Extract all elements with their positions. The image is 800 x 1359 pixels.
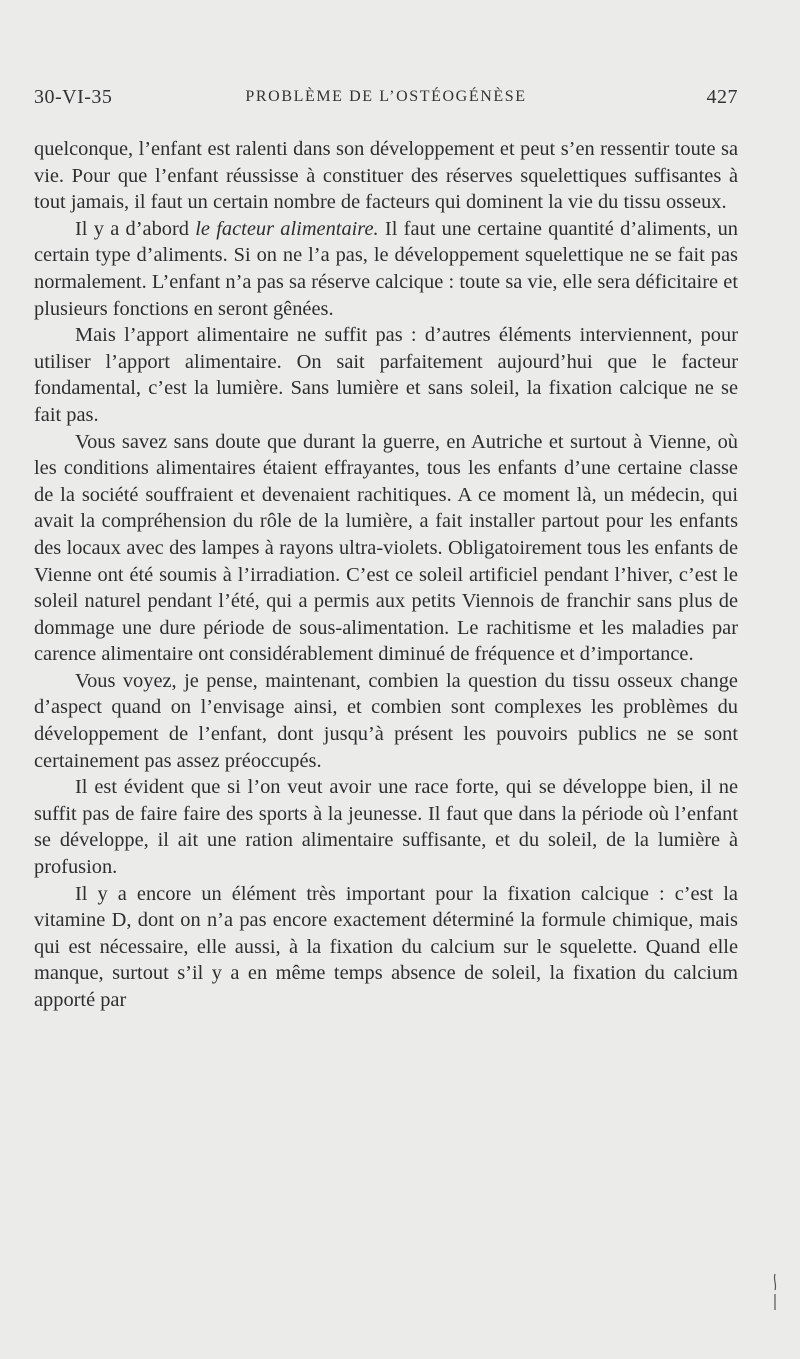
header-date: 30-VI-35: [34, 86, 113, 108]
paragraph-1: quelconque, l’enfant est ralenti dans son développement et peut s’en ressentir toute sa vie. Pour que l’enfant réussisse à constituer des réserves squelettiques suffisantes à tout jamais, il faut un certain nombre de facteurs qui dominent la vie du tissu osseux.: [34, 138, 738, 214]
paragraph-6: Il est évident que si l’on veut avoir une race forte, qui se développe bien, il ne suffit pas de faire faire des sports à la jeunesse. Il faut que dans la période où l’enfant se développe, il ait une ration alimentaire suffisante, et du soleil, de la lumière à profusion.: [34, 776, 738, 879]
paragraph-7: Il y a encore un élément très important pour la fixation calcique : c’est la vitamine D, dont on n’a pas encore exactement déterminé la formule chimique, mais qui est nécessaire, elle aussi, à la fixation du calcium sur le squelette. Quand elle manque, surtout s’il y a en même temps absence de soleil, la fixation du calcium apporté par: [34, 882, 738, 1011]
paragraph-5: Vous voyez, je pense, maintenant, combien la question du tissu osseux change d’aspect quand on l’envisage ainsi, et combien sont complexes les problèmes du développement de l’enfant, dont jusqu’à présent les pouvoirs publics ne se sont certainement pas assez préoccupés.: [34, 669, 738, 772]
margin-mark: [772, 1272, 778, 1312]
paragraph-2: [34, 216, 738, 322]
paragraph-2-before: Il y a d’abord: [75, 217, 196, 240]
paragraph-2-italic: le facteur alimentaire.: [195, 217, 379, 240]
page-number: 427: [706, 86, 738, 108]
header-title: PROBLÈME DE L’OSTÉOGÉNÈSE: [245, 88, 527, 105]
margin-mark-icon: [772, 1272, 778, 1312]
paragraph-2-after: Il faut une certaine quantité d’aliments, un certain type d’aliments. Si on ne l’a pas, le développement squelettique ne se fait pas normalement. L’enfant n’a pas sa réserve calcique : toute sa vie, elle sera déficitaire et plusieurs fonctions en seront gênées.: [34, 217, 738, 320]
running-header: [34, 86, 738, 116]
body-text: [34, 136, 738, 1014]
paragraph-3: Mais l’apport alimentaire ne suffit pas : d’autres éléments interviennent, pour utiliser l’apport alimentaire. On sait parfaitement aujourd’hui que le facteur fondamental, c’est la lumière. Sans lumière et sans soleil, la fixation calcique ne se fait pas.: [34, 324, 738, 426]
paragraph-4: Vous savez sans doute que durant la guerre, en Autriche et surtout à Vienne, où les conditions alimentaires étaient effrayantes, tous les enfants d’une certaine classe de la société souffraient et devenaient rachitiques. A ce moment là, un médecin, qui avait la compréhension du rôle de la lumière, a fait installer partout pour les enfants des locaux avec des lampes à rayons ultra-violets. Obligatoirement tous les enfants de Vienne ont été soumis à l’irradiation. C’est ce soleil artificiel pendant l’hiver, c’est le soleil naturel pendant l’été, qui a permis aux petits Viennois de franchir sans plus de dommage une dure période de sous-alimentation. Le rachitisme et les maladies par carence alimentaire ont considérablement diminué de fréquence et d’importance.: [34, 430, 738, 666]
